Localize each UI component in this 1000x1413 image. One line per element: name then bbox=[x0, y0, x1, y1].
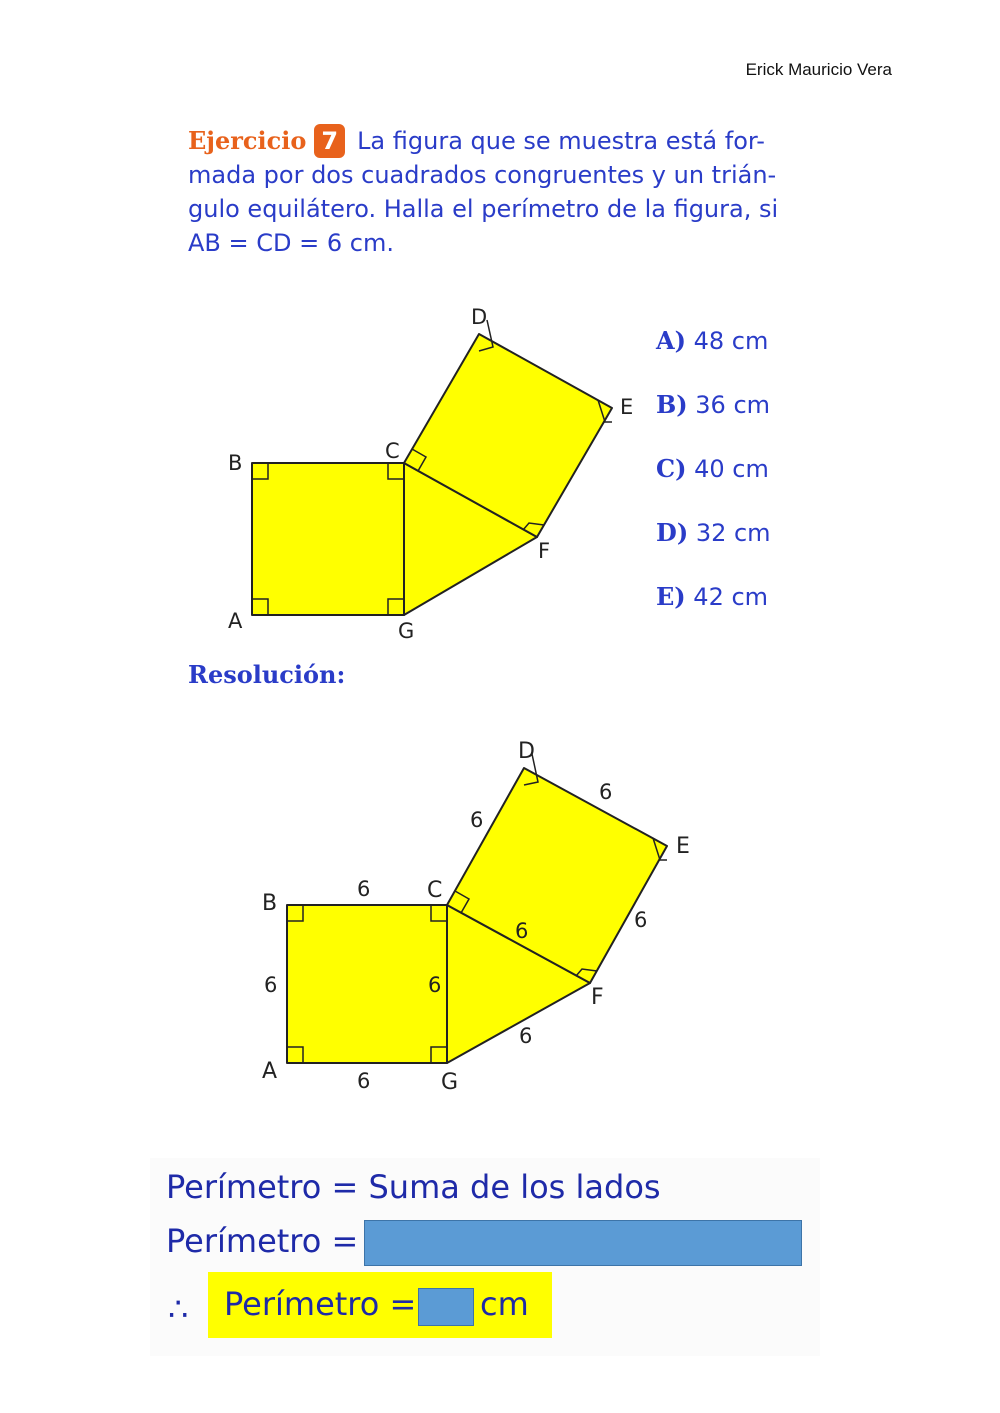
vertex-label-c: C bbox=[385, 439, 400, 463]
side-label-cg: 6 bbox=[428, 973, 442, 997]
vertex-label-b: B bbox=[228, 451, 243, 475]
side-label-ag: 6 bbox=[357, 1069, 371, 1093]
formula-line-2-prefix: Perímetro = bbox=[166, 1222, 359, 1260]
resolution-title: Resolución: bbox=[188, 660, 346, 689]
res-vertex-label-c: C bbox=[427, 878, 443, 903]
sum-of-sides-blank[interactable] bbox=[364, 1220, 802, 1266]
answer-options bbox=[656, 326, 771, 646]
vertex-label-g: G bbox=[398, 619, 415, 643]
side-label-cd: 6 bbox=[470, 808, 484, 832]
answer-unit: cm bbox=[480, 1285, 529, 1323]
side-label-de: 6 bbox=[599, 780, 613, 804]
exercise-label: Ejercicio bbox=[188, 126, 307, 155]
problem-line-4: AB = CD = 6 cm. bbox=[188, 229, 394, 257]
vertex-label-f: F bbox=[538, 539, 551, 563]
problem-text: La figura que se muestra está for- bbox=[357, 127, 765, 155]
perimeter-worksheet bbox=[150, 1158, 820, 1356]
final-answer-highlight bbox=[208, 1272, 552, 1338]
option-b[interactable]: B) 36 cm bbox=[656, 390, 771, 419]
res-square-abcg bbox=[287, 905, 447, 1063]
author-name: Erick Mauricio Vera bbox=[745, 60, 892, 79]
side-label-gf: 6 bbox=[519, 1024, 533, 1048]
answer-value-blank[interactable] bbox=[418, 1288, 474, 1326]
vertex-label-a: A bbox=[228, 609, 243, 633]
exercise-number-badge: 7 bbox=[314, 124, 345, 158]
res-vertex-label-e: E bbox=[676, 834, 690, 859]
problem-line-2: mada por dos cuadrados congruentes y un trián- bbox=[188, 161, 777, 189]
therefore-symbol: ∴ bbox=[168, 1290, 189, 1328]
option-d[interactable]: D) 32 cm bbox=[656, 518, 771, 547]
res-vertex-label-b: B bbox=[262, 891, 278, 916]
problem-figure bbox=[0, 0, 1000, 700]
side-label-ef: 6 bbox=[634, 908, 648, 932]
vertex-label-d: D bbox=[471, 305, 488, 329]
res-vertex-label-a: A bbox=[262, 1059, 278, 1084]
vertex-label-e: E bbox=[620, 395, 634, 419]
side-label-bc: 6 bbox=[357, 877, 371, 901]
option-e[interactable]: E) 42 cm bbox=[656, 582, 769, 611]
side-label-ab: 6 bbox=[264, 973, 278, 997]
res-vertex-label-f: F bbox=[591, 985, 604, 1010]
resolution-figure bbox=[0, 700, 1000, 1120]
side-label-cf: 6 bbox=[515, 919, 529, 943]
answer-prefix: Perímetro = bbox=[224, 1285, 417, 1323]
formula-line-1: Perímetro = Suma de los lados bbox=[166, 1168, 661, 1206]
problem-line-3: gulo equilátero. Halla el perímetro de la figura, si bbox=[188, 195, 779, 223]
option-a[interactable]: A) 48 cm bbox=[656, 326, 769, 355]
option-c[interactable]: C) 40 cm bbox=[656, 454, 769, 483]
res-vertex-label-d: D bbox=[518, 739, 535, 764]
square-abcg bbox=[252, 463, 404, 615]
res-vertex-label-g: G bbox=[441, 1070, 459, 1095]
